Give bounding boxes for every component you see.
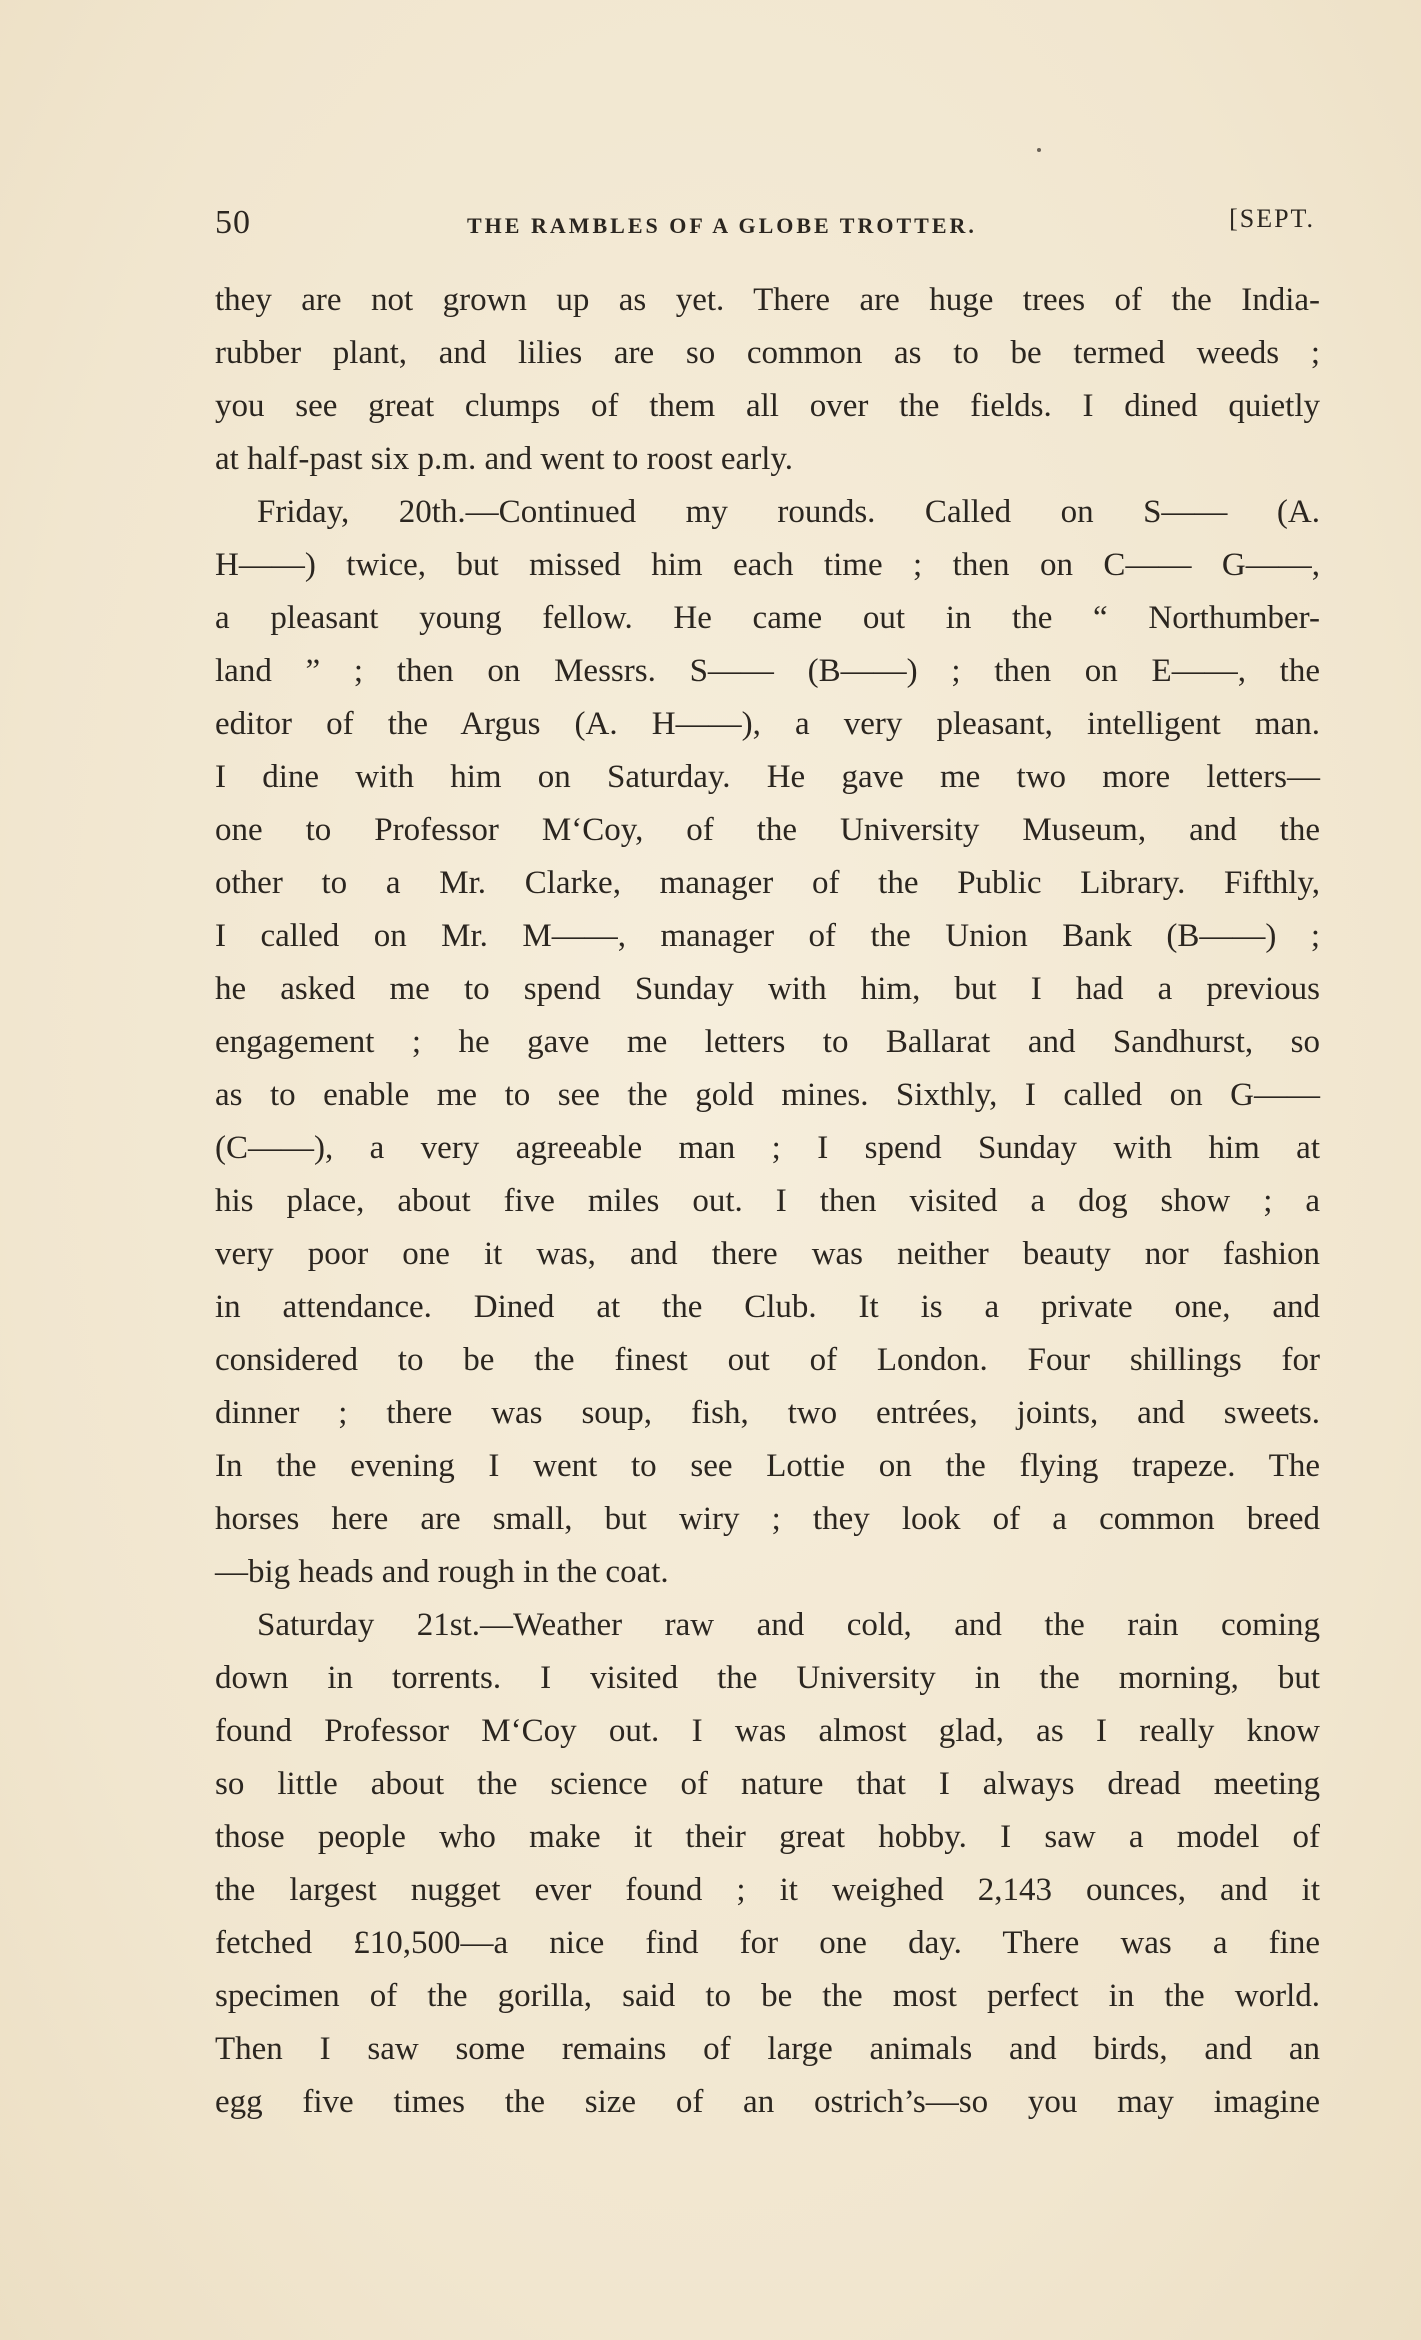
text-line: you see great clumps of them all over the fields. I dined quietly xyxy=(215,388,1320,424)
text-line: Then I saw some remains of large animals and birds, and an xyxy=(215,2031,1320,2067)
text-line: a pleasant young fellow. He came out in the “ Northumber- xyxy=(215,600,1320,636)
text-line: one to Professor M‘Coy, of the University Museum, and the xyxy=(215,812,1320,848)
text-line: his place, about five miles out. I then visited a dog show ; a xyxy=(215,1183,1320,1219)
text-line: Saturday 21st.—Weather raw and cold, and the rain coming xyxy=(257,1607,1320,1643)
text-line: (C——), a very agreeable man ; I spend Sunday with him at xyxy=(215,1130,1320,1166)
print-speck xyxy=(1037,148,1041,152)
text-line: egg five times the size of an ostrich’s—so you may imagine xyxy=(215,2084,1320,2120)
text-line: specimen of the gorilla, said to be the most perfect in the world. xyxy=(215,1978,1320,2014)
page-number: 50 xyxy=(215,204,251,241)
text-line: considered to be the finest out of London. Four shillings for xyxy=(215,1342,1320,1378)
text-line: Friday, 20th.—Continued my rounds. Called on S—— (A. xyxy=(257,494,1320,530)
text-line: I dine with him on Saturday. He gave me two more letters— xyxy=(215,759,1320,795)
running-month: [SEPT. xyxy=(1229,204,1315,233)
page-header xyxy=(215,204,1315,244)
text-line: as to enable me to see the gold mines. Sixthly, I called on G—— xyxy=(215,1077,1320,1113)
text-line: H——) twice, but missed him each time ; then on C—— G——, xyxy=(215,547,1320,583)
text-line: dinner ; there was soup, fish, two entrées, joints, and sweets. xyxy=(215,1395,1320,1431)
text-line: editor of the Argus (A. H——), a very pleasant, intelligent man. xyxy=(215,706,1320,742)
text-line: horses here are small, but wiry ; they look of a common breed xyxy=(215,1501,1320,1537)
text-line: other to a Mr. Clarke, manager of the Public Library. Fifthly, xyxy=(215,865,1320,901)
text-line: he asked me to spend Sunday with him, but I had a previous xyxy=(215,971,1320,1007)
text-line: I called on Mr. M——, manager of the Union Bank (B——) ; xyxy=(215,918,1320,954)
text-line: at half-past six p.m. and went to roost early. xyxy=(215,441,793,477)
text-line: —big heads and rough in the coat. xyxy=(215,1554,669,1590)
text-line: in attendance. Dined at the Club. It is a private one, and xyxy=(215,1289,1320,1325)
text-line: very poor one it was, and there was neither beauty nor fashion xyxy=(215,1236,1320,1272)
text-line: those people who make it their great hobby. I saw a model of xyxy=(215,1819,1320,1855)
running-title: THE RAMBLES OF A GLOBE TROTTER. xyxy=(467,213,977,238)
text-line: the largest nugget ever found ; it weighed 2,143 ounces, and it xyxy=(215,1872,1320,1908)
text-line: In the evening I went to see Lottie on the flying trapeze. The xyxy=(215,1448,1320,1484)
text-line: fetched £10,500—a nice find for one day. There was a fine xyxy=(215,1925,1320,1961)
text-line: engagement ; he gave me letters to Ballarat and Sandhurst, so xyxy=(215,1024,1320,1060)
text-line: they are not grown up as yet. There are huge trees of the India- xyxy=(215,282,1320,318)
text-line: land ” ; then on Messrs. S—— (B——) ; then on E——, the xyxy=(215,653,1320,689)
text-line: found Professor M‘Coy out. I was almost glad, as I really know xyxy=(215,1713,1320,1749)
text-line: so little about the science of nature that I always dread meeting xyxy=(215,1766,1320,1802)
body-text xyxy=(215,274,1320,2129)
text-line: rubber plant, and lilies are so common as to be termed weeds ; xyxy=(215,335,1320,371)
text-line: down in torrents. I visited the University in the morning, but xyxy=(215,1660,1320,1696)
